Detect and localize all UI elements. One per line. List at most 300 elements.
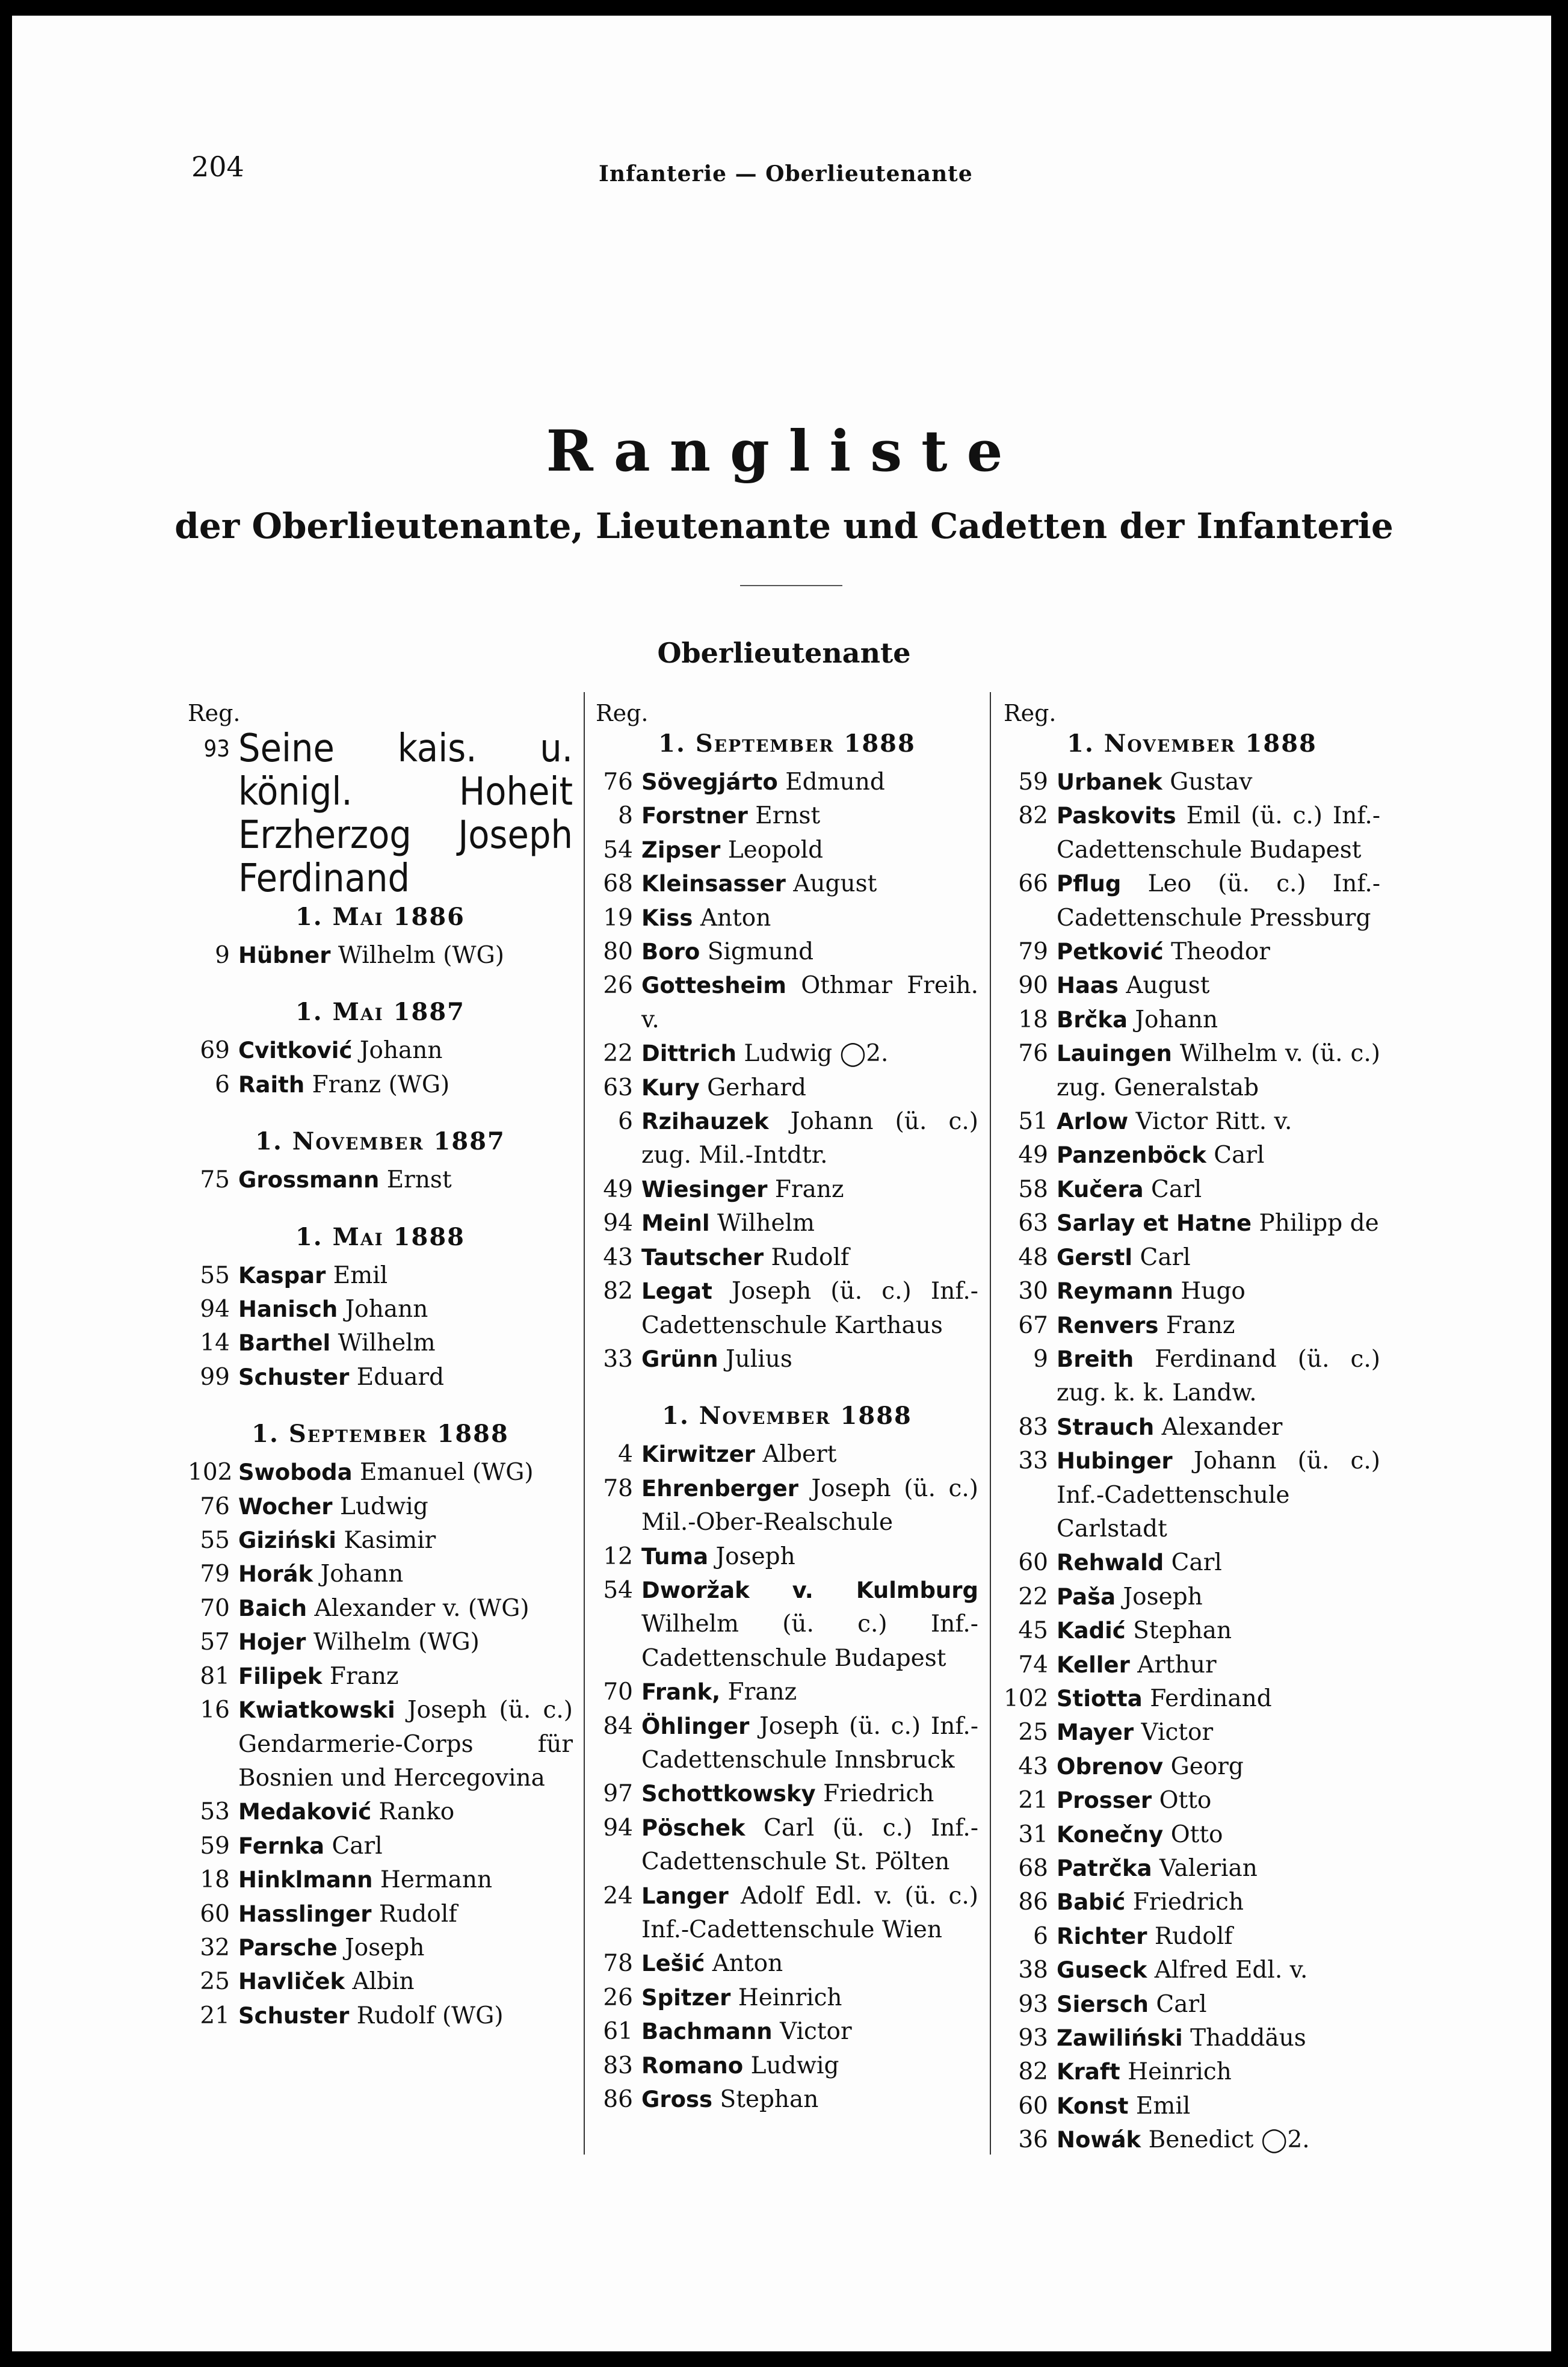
officer-details: Rudolf (WG) xyxy=(356,2002,504,2029)
officer-surname: Kaspar xyxy=(238,1262,326,1289)
entry-text xyxy=(1057,1580,1380,1614)
officer-surname: Pflug xyxy=(1057,871,1122,897)
rank-entry xyxy=(596,2049,978,2083)
officer-details: Carl xyxy=(1151,1175,1202,1203)
officer-surname: Reymann xyxy=(1057,1278,1173,1305)
regiment-number: 51 xyxy=(1018,1108,1048,1136)
entry-text xyxy=(1057,766,1380,799)
rank-entry xyxy=(1004,766,1380,799)
entry-text xyxy=(238,1660,573,1694)
officer-surname: Siersch xyxy=(1057,1991,1149,2017)
regiment-number: 33 xyxy=(1018,1447,1048,1475)
rank-entry xyxy=(1004,2090,1380,2123)
entry-text xyxy=(1057,2090,1380,2123)
entry-text xyxy=(641,1207,978,1240)
rank-entry xyxy=(1004,1716,1380,1750)
regiment-number: 63 xyxy=(603,1074,633,1101)
promotion-date-heading: 1. September 1888 xyxy=(252,1420,509,1449)
entry-text xyxy=(1057,1546,1380,1580)
regiment-number: 43 xyxy=(1018,1753,1048,1780)
entry-text xyxy=(1057,1309,1380,1343)
officer-surname: Ehrenberger xyxy=(641,1475,798,1502)
officer-details: Joseph (ü. c.) Inf.-Cadettenschule Innsbruck xyxy=(641,1712,978,1774)
promotion-date-heading: 1. September 1888 xyxy=(658,729,916,758)
officer-details: Ludwig ◯2. xyxy=(744,1040,889,1068)
regiment-number: 33 xyxy=(603,1345,633,1373)
officer-surname: Richter xyxy=(1057,1923,1147,1949)
rank-entry xyxy=(1004,969,1380,1003)
officer-details: Ranko xyxy=(378,1798,455,1826)
rank-entry xyxy=(188,727,573,900)
rank-entry xyxy=(1004,935,1380,969)
rank-entry xyxy=(1004,1784,1380,1818)
regiment-number: 31 xyxy=(1018,1821,1048,1848)
entry-text xyxy=(1057,1648,1380,1682)
regiment-number: 24 xyxy=(603,1882,633,1910)
rank-entry xyxy=(188,1830,573,1863)
officer-surname: Sarlay et Hatne xyxy=(1057,1210,1252,1237)
officer-surname: Seine kais. u. königl. Hoheit Erzherzog Joseph Ferdinand xyxy=(238,726,573,901)
officer-details: Alexander v. (WG) xyxy=(314,1594,529,1622)
entry-text xyxy=(641,1037,978,1071)
rank-entry xyxy=(1004,1037,1380,1105)
regiment-number: 8 xyxy=(618,802,633,830)
entry-text xyxy=(238,939,573,973)
officer-surname: Dittrich xyxy=(641,1041,736,1067)
regiment-number: 70 xyxy=(200,1594,230,1622)
officer-surname: Wiesinger xyxy=(641,1176,768,1202)
officer-details: Georg xyxy=(1170,1753,1244,1780)
officer-details: Leo (ü. c.) Inf.-Cadettenschule Pressburg xyxy=(1057,870,1380,932)
officer-surname: Mayer xyxy=(1057,1719,1134,1746)
column-1 xyxy=(188,699,573,2033)
entry-text xyxy=(238,1558,573,1591)
officer-surname: Zipser xyxy=(641,837,721,863)
officer-details: Joseph (ü. c.) Mil.-Ober-Realschule xyxy=(641,1474,978,1536)
officer-details: Emil xyxy=(333,1261,388,1289)
entry-text xyxy=(1057,1784,1380,1818)
regiment-number: 68 xyxy=(1018,1855,1048,1882)
regiment-number: 79 xyxy=(1018,938,1048,966)
officer-surname: Kirwitzer xyxy=(641,1441,756,1468)
regiment-number: 49 xyxy=(603,1175,633,1203)
officer-details: Leopold xyxy=(727,836,824,864)
officer-details: Benedict ◯2. xyxy=(1148,2126,1310,2154)
rank-entry xyxy=(596,1947,978,1981)
officer-details: Wilhelm v. (ü. c.) zug. Generalstab xyxy=(1057,1040,1380,1101)
officer-surname: Gross xyxy=(641,2087,713,2113)
rank-entry xyxy=(1004,1105,1380,1139)
rank-entry xyxy=(1004,1818,1380,1852)
rank-entry xyxy=(1004,867,1380,935)
regiment-number: 30 xyxy=(1018,1278,1048,1305)
rank-entry xyxy=(596,1275,978,1343)
entry-text xyxy=(1057,969,1380,1003)
column-divider-2 xyxy=(990,692,991,2155)
entry-text xyxy=(238,1830,573,1863)
page-number: 204 xyxy=(191,150,244,183)
officer-surname: Kiss xyxy=(641,905,693,931)
rank-entry xyxy=(188,1626,573,1659)
entry-text xyxy=(1057,1037,1380,1105)
officer-details: Friedrich xyxy=(1132,1889,1244,1916)
entry-text xyxy=(641,1981,978,2015)
officer-details: Ernst xyxy=(386,1166,452,1194)
officer-surname: Schuster xyxy=(238,1364,350,1390)
rank-entry xyxy=(1004,1241,1380,1275)
officer-surname: Babić xyxy=(1057,1889,1126,1916)
officer-surname: Gerstl xyxy=(1057,1244,1133,1270)
regiment-number: 9 xyxy=(215,942,230,969)
officer-surname: Horák xyxy=(238,1561,313,1588)
regiment-number: 78 xyxy=(603,1474,633,1502)
regiment-number: 58 xyxy=(1018,1175,1048,1203)
rank-entry xyxy=(1004,2022,1380,2055)
rank-entry xyxy=(1004,2123,1380,2157)
officer-surname: Lauingen xyxy=(1057,1041,1172,1067)
entry-text xyxy=(641,1275,978,1343)
entry-text xyxy=(238,1999,573,2033)
officer-details: Anton xyxy=(712,1950,783,1978)
entry-text xyxy=(238,1034,573,1068)
officer-details: Johann (ü. c.) Inf.-Cadettenschule Carlstadt xyxy=(1057,1447,1380,1542)
rank-entry xyxy=(596,766,978,799)
rank-entry xyxy=(1004,1173,1380,1207)
regiment-number: 26 xyxy=(603,1984,633,2011)
officer-surname: Filipek xyxy=(238,1663,323,1689)
officer-surname: Baich xyxy=(238,1595,307,1621)
officer-details: Thaddäus xyxy=(1190,2025,1306,2052)
regiment-number: 75 xyxy=(200,1166,230,1194)
regiment-number: 102 xyxy=(1004,1685,1049,1712)
rank-entry xyxy=(596,1105,978,1173)
entry-text xyxy=(641,935,978,969)
regiment-number: 25 xyxy=(1018,1719,1048,1747)
officer-surname: Tautscher xyxy=(641,1244,764,1270)
rank-entry xyxy=(188,1163,573,1197)
rank-entry xyxy=(596,1880,978,1948)
rank-entry xyxy=(188,1965,573,1999)
officer-surname: Tuma xyxy=(641,1543,709,1570)
regiment-number: 57 xyxy=(200,1629,230,1656)
regiment-number: 22 xyxy=(1018,1583,1048,1610)
column-2 xyxy=(596,699,978,2117)
officer-details: Hermann xyxy=(380,1866,493,1894)
entry-text xyxy=(641,1105,978,1173)
officer-surname: Havliček xyxy=(238,1969,345,1995)
regiment-number: 38 xyxy=(1018,1957,1048,1984)
officer-surname: Kadić xyxy=(1057,1618,1126,1644)
entry-text xyxy=(1057,1411,1380,1444)
regiment-number: 18 xyxy=(200,1866,230,1894)
officer-surname: Boro xyxy=(641,939,700,965)
rank-entry xyxy=(1004,1411,1380,1444)
officer-details: Victor xyxy=(1141,1719,1214,1747)
officer-surname: Patrčka xyxy=(1057,1855,1152,1881)
regiment-number: 55 xyxy=(200,1261,230,1289)
rank-entry xyxy=(1004,2055,1380,2089)
officer-surname: Haas xyxy=(1057,973,1119,999)
rank-entry xyxy=(596,935,978,969)
officer-surname: Stiotta xyxy=(1057,1685,1143,1712)
regiment-number: 76 xyxy=(200,1493,230,1520)
officer-details: Joseph xyxy=(345,1934,425,1961)
entry-text xyxy=(641,2083,978,2117)
entry-text xyxy=(641,834,978,867)
officer-details: Wilhelm (ü. c.) Inf.-Cadettenschule Budapest xyxy=(641,1610,978,1672)
regiment-number: 70 xyxy=(603,1679,633,1706)
rank-entry xyxy=(596,834,978,867)
officer-surname: Paša xyxy=(1057,1583,1116,1610)
rank-entry xyxy=(188,1490,573,1524)
officer-surname: Brčka xyxy=(1057,1006,1128,1033)
officer-details: Franz xyxy=(774,1175,844,1203)
officer-details: Carl xyxy=(1156,1990,1207,2018)
officer-details: Ferdinand (ü. c.) zug. k. k. Landw. xyxy=(1057,1345,1380,1407)
entry-text xyxy=(1057,1207,1380,1240)
rank-entry xyxy=(1004,1852,1380,1886)
entry-text xyxy=(641,1472,978,1540)
regiment-number: 102 xyxy=(188,1459,233,1487)
officer-details: Otto xyxy=(1159,1787,1212,1815)
entry-text xyxy=(641,969,978,1037)
regiment-number: 74 xyxy=(1018,1651,1048,1679)
rank-entry xyxy=(188,939,573,973)
officer-details: Franz xyxy=(329,1662,399,1690)
officer-surname: Schuster xyxy=(238,2002,350,2029)
rank-entry xyxy=(596,1574,978,1675)
officer-details: Johann xyxy=(359,1037,443,1065)
rank-entry xyxy=(596,1675,978,1709)
entry-text xyxy=(1057,867,1380,935)
rank-entry xyxy=(596,799,978,833)
officer-details: Johann xyxy=(1135,1006,1218,1033)
officer-surname: Panzenböck xyxy=(1057,1142,1206,1169)
rank-entry xyxy=(188,1795,573,1829)
regiment-number: 86 xyxy=(603,2086,633,2114)
regiment-number: 53 xyxy=(200,1798,230,1826)
regiment-number: 80 xyxy=(603,938,633,966)
officer-surname: Gottesheim xyxy=(641,973,786,999)
entry-text xyxy=(238,1863,573,1897)
entry-text xyxy=(641,1071,978,1105)
officer-surname: Schottkowsky xyxy=(641,1781,816,1807)
officer-surname: Legat xyxy=(641,1278,712,1305)
rank-entry xyxy=(596,1037,978,1071)
officer-surname: Petković xyxy=(1057,939,1164,965)
entry-text xyxy=(238,1163,573,1197)
entry-text xyxy=(238,1898,573,1931)
officer-surname: Spitzer xyxy=(641,1984,731,2011)
officer-surname: Hinklmann xyxy=(238,1867,373,1893)
officer-details: Wilhelm (WG) xyxy=(338,942,504,969)
officer-details: Philipp de xyxy=(1259,1210,1379,1237)
entry-text xyxy=(641,1947,978,1981)
entry-text xyxy=(238,1524,573,1558)
entry-text xyxy=(1057,2022,1380,2055)
regiment-number: 54 xyxy=(603,1576,633,1604)
rank-entry xyxy=(188,1660,573,1694)
regiment-number: 32 xyxy=(200,1934,230,1961)
officer-details: Ludwig xyxy=(750,2052,839,2079)
regiment-number: 60 xyxy=(1018,2092,1048,2120)
regiment-number: 66 xyxy=(1018,870,1048,898)
promotion-date-heading: 1. Mai 1888 xyxy=(295,1222,466,1251)
regiment-number: 59 xyxy=(1018,769,1048,796)
rank-entry xyxy=(1004,1750,1380,1784)
regiment-number: 59 xyxy=(200,1832,230,1860)
entry-text xyxy=(1057,1614,1380,1648)
promotion-date-heading: 1. November 1888 xyxy=(1067,729,1317,758)
regiment-number: 14 xyxy=(200,1329,230,1357)
officer-surname: Grossmann xyxy=(238,1167,380,1193)
officer-surname: Grünn xyxy=(641,1346,718,1372)
entry-text xyxy=(641,1173,978,1207)
officer-details: Carl xyxy=(1140,1243,1191,1271)
entry-text xyxy=(238,1259,573,1293)
regiment-number: 99 xyxy=(200,1363,230,1391)
rank-entry xyxy=(1004,1580,1380,1614)
rank-entry xyxy=(188,1558,573,1591)
officer-details: Gustav xyxy=(1170,769,1253,796)
entry-text xyxy=(238,1694,573,1795)
section-title: Oberlieutenante xyxy=(657,637,911,669)
officer-details: Ernst xyxy=(755,802,821,830)
officer-surname: Obrenov xyxy=(1057,1753,1164,1780)
rank-entry xyxy=(1004,1003,1380,1037)
officer-surname: Kraft xyxy=(1057,2059,1120,2085)
regiment-number: 60 xyxy=(200,1900,230,1928)
rank-entry xyxy=(1004,1275,1380,1308)
officer-surname: Langer xyxy=(641,1883,729,1909)
entry-text xyxy=(238,1361,573,1394)
rank-entry xyxy=(1004,1988,1380,2022)
regiment-number: 9 xyxy=(1033,1345,1048,1373)
entry-text xyxy=(1057,2123,1380,2157)
rank-entry xyxy=(596,1981,978,2015)
page-title: Rangliste xyxy=(546,418,1022,484)
entry-text xyxy=(641,1777,978,1811)
rank-entry xyxy=(188,1694,573,1795)
rank-entry xyxy=(1004,1614,1380,1648)
entry-text xyxy=(1057,1750,1380,1784)
regiment-number: 49 xyxy=(1018,1142,1048,1169)
officer-surname: Paskovits xyxy=(1057,803,1176,829)
rank-entry xyxy=(1004,1444,1380,1546)
regiment-number: 90 xyxy=(1018,972,1048,1000)
entry-text xyxy=(1057,1988,1380,2022)
officer-details: Friedrich xyxy=(823,1780,934,1808)
regiment-number: 48 xyxy=(1018,1243,1048,1271)
officer-details: Edmund xyxy=(785,769,885,796)
entry-text xyxy=(641,1343,978,1376)
entry-text xyxy=(238,1795,573,1829)
officer-surname: Raith xyxy=(238,1071,305,1098)
rank-entry xyxy=(188,1931,573,1965)
regiment-number: 12 xyxy=(603,1542,633,1570)
entry-text xyxy=(641,1710,978,1778)
officer-surname: Hubinger xyxy=(1057,1448,1173,1474)
regiment-number: 6 xyxy=(215,1071,230,1098)
officer-surname: Pöschek xyxy=(641,1815,745,1841)
officer-details: Stephan xyxy=(1133,1617,1232,1645)
entry-text xyxy=(641,1540,978,1574)
officer-details: Carl xyxy=(332,1832,383,1860)
entry-text xyxy=(238,1456,573,1490)
rank-entry xyxy=(188,1068,573,1102)
officer-details: Joseph (ü. c.) Inf.-Cadettenschule Karthaus xyxy=(641,1278,978,1339)
officer-details: Sigmund xyxy=(707,938,814,966)
rank-entry xyxy=(188,1524,573,1558)
officer-details: Franz (WG) xyxy=(312,1071,450,1098)
reg-column-label: Reg. xyxy=(188,700,241,726)
officer-surname: Arlow xyxy=(1057,1109,1129,1135)
officer-details: Emanuel (WG) xyxy=(360,1459,534,1487)
rank-entry xyxy=(1004,1207,1380,1240)
entry-text xyxy=(641,2015,978,2049)
officer-details: Arthur xyxy=(1137,1651,1217,1679)
regiment-number: 97 xyxy=(603,1780,633,1808)
entry-text xyxy=(641,1880,978,1948)
regiment-number: 36 xyxy=(1018,2126,1048,2154)
entry-text xyxy=(1057,1444,1380,1546)
officer-surname: Forstner xyxy=(641,803,748,829)
entry-text xyxy=(1057,799,1380,867)
entry-text xyxy=(1057,935,1380,969)
officer-details: Alexander xyxy=(1161,1413,1283,1441)
entry-text xyxy=(238,1068,573,1102)
rank-entry xyxy=(596,2015,978,2049)
officer-details: Alfred Edl. v. xyxy=(1154,1957,1308,1984)
officer-details: Franz xyxy=(727,1679,797,1706)
officer-surname: Hasslinger xyxy=(238,1901,372,1927)
officer-surname: Kwiatkowski xyxy=(238,1697,395,1724)
entry-text xyxy=(641,2049,978,2083)
officer-surname: Meinl xyxy=(641,1210,710,1237)
entry-text xyxy=(1057,1139,1380,1172)
entry-text xyxy=(641,1675,978,1709)
entry-text xyxy=(1057,1241,1380,1275)
officer-details: Adolf Edl. v. (ü. c.) Inf.-Cadettenschule Wien xyxy=(641,1882,978,1943)
officer-details: Valerian xyxy=(1159,1855,1258,1882)
rank-entry xyxy=(188,1898,573,1931)
regiment-number: 94 xyxy=(603,1210,633,1237)
entry-text xyxy=(641,1812,978,1880)
officer-details: Wilhelm xyxy=(338,1329,436,1357)
regiment-number: 16 xyxy=(200,1697,230,1724)
officer-details: August xyxy=(1126,972,1210,1000)
officer-surname: Cvitković xyxy=(238,1038,353,1064)
officer-details: Carl xyxy=(1171,1549,1222,1577)
regiment-number: 55 xyxy=(200,1527,230,1555)
officer-surname: Öhlinger xyxy=(641,1713,750,1739)
rank-entry xyxy=(596,1343,978,1376)
rank-entry xyxy=(1004,799,1380,867)
officer-details: Ferdinand xyxy=(1150,1685,1272,1712)
officer-details: Heinrich xyxy=(738,1984,842,2011)
regiment-number: 54 xyxy=(603,836,633,864)
officer-details: Otto xyxy=(1170,1821,1223,1848)
officer-details: Othmar Freih. v. xyxy=(641,972,978,1033)
rank-entry xyxy=(188,1456,573,1490)
officer-surname: Prosser xyxy=(1057,1787,1152,1814)
officer-surname: Parsche xyxy=(238,1934,338,1961)
regiment-number: 82 xyxy=(1018,802,1048,830)
regiment-number: 81 xyxy=(200,1662,230,1690)
officer-details: Eduard xyxy=(356,1363,445,1391)
officer-surname: Lešić xyxy=(641,1951,705,1977)
regiment-number: 26 xyxy=(603,972,633,1000)
